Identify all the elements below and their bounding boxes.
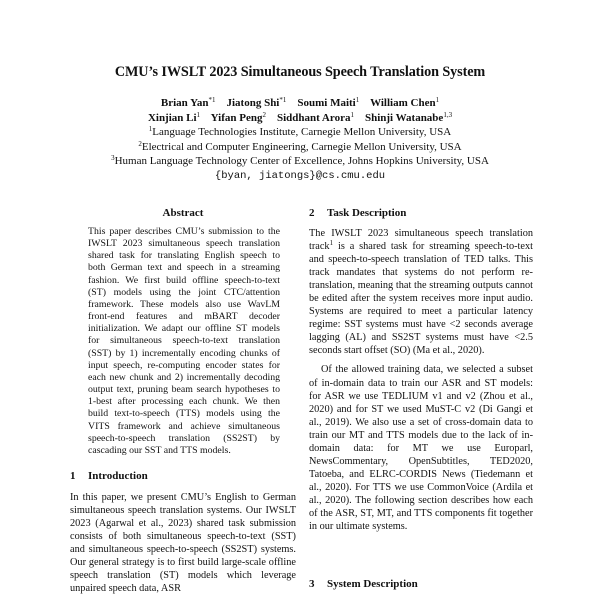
affiliation-sup: 2 [138,139,142,148]
author-sup: 1 [350,110,354,119]
author-name: Yifan Peng [210,111,263,124]
author-sup: 2 [262,110,266,119]
author-line-1 [0,96,600,111]
affiliation-3 [0,154,600,169]
affiliation-text: Electrical and Computer Engineering, Carnegie Mellon University, USA [141,140,462,153]
paragraph [309,227,533,357]
affiliation-2 [0,140,600,155]
author-block [0,96,600,183]
author-sup: *1 [279,96,287,104]
abstract-heading: Abstract [162,207,204,219]
author-sup: 1,3 [443,110,453,119]
section-heading-task-description [309,207,406,219]
author-sup: 1 [196,110,201,119]
author-name: Shinji Watanabe [364,111,444,124]
section-number: 2 [309,207,315,219]
abstract-text: This paper describes CMU’s submission to the IWSLT 2023 simultaneous speech translation shared task for translating English speech to both German text and speech in a streaming fashion. We first build offline speech-to-text (ST) models using the joint CTC/attention framework. These models also use WavLM front-end features and mBART decoder initialization. We adapt our offline ST models for simultaneous speech-to-text translation (SST) by 1) incrementally encoding chunks of input speech, re-computing encoder states for each new chunk and 2) incrementally decoding output text, pruning beam search hypotheses to 1-best after processing each chunk. We then build text-to-speech (TTS) models using the VITS framework and achieve simultaneous speech-to-speech translation (SS2ST) by cascading our SST and TTS models. [88,226,280,456]
author-name: Jiatong Shi [226,97,280,109]
affiliation-text: Language Technologies Institute, Carnegie Mellon University, USA [152,126,452,138]
author-email: {byan, jiatongs}@cs.cmu.edu [214,169,386,182]
paper-title: CMU’s IWSLT 2023 Simultaneous Speech Translation System [114,64,486,80]
paragraph-text: The IWSLT 2023 simultaneous speech translation track [309,228,533,253]
author-sup: 1 [355,96,360,104]
author-name: William Chen [370,97,436,109]
author-line-2 [0,111,600,126]
affiliation-sup: 1 [148,125,153,133]
task-description-body [309,227,533,533]
author-sup: *1 [208,96,216,104]
paragraph-text: is a shared task for streaming speech-to-text and speech-to-speech translation of TED talks. This track mandates that systems do not perform re-translation, meaning that the streaming outputs cannot be edited after the system receives more input audio. Systems are required to meet a particular latency regime: SST systems must have <2 seconds average lagging (AL) and SS2ST systems must have <2.5 seconds start offset (SO) (Ma et al., 2020). [309,241,533,357]
affiliation-text: Human Language Technology Center of Excellence, Johns Hopkins University, USA [114,155,489,167]
author-name: Brian Yan [160,97,209,109]
section-title: System Description [327,578,418,590]
paragraph: Of the allowed training data, we selected a subset of in-domain data to train our ASR and ST models: for ASR we use TEDLIUM v1 and v2 (Zhou et al., 2020) and for ST we used MuST-C v2 (Di Gangi et al., 2019). We also use a set of cross-domain data to train our MT and TTS models due to the lack of in-domain data: for MT we use Europarl, NewsCommentary, OpenSubtitles, TED2020, Tatoeba, and ELRC-CORDIS News (Tiedemann et al., 2020). For TTS we use CommonVoice (Ardila et al., 2020). The following section describes how each of the ASR, ST, MT, and TTS components fit together in our ultimate systems. [309,364,533,533]
author-sup: 1 [435,96,440,104]
section-number: 3 [309,578,315,590]
section-heading-system-description [309,578,418,590]
author-name: Xinjian Li [147,111,197,124]
section-heading-introduction [70,470,148,482]
affiliation-sup: 3 [111,154,115,162]
affiliation-1 [0,125,600,140]
paragraph: In this paper, we present CMU’s English to German simultaneous speech translation systems. Our IWSLT 2023 (Agarwal et al., 2023) shared task submission consists of both simultaneous speech-to-text (SST) and simultaneous speech-to-speech (SS2ST) systems. Our general strategy is to first build large-scale offline speech translation (ST) models which leverage unpaired speech data, ASR [70,492,296,595]
section-number: 1 [70,470,76,482]
section-title: Introduction [88,470,148,482]
author-name: Siddhant Arora [276,111,351,124]
section-title: Task Description [327,207,407,219]
introduction-body [70,491,296,595]
footnote-marker: 1 [329,239,334,248]
author-name: Soumi Maiti [297,97,356,109]
